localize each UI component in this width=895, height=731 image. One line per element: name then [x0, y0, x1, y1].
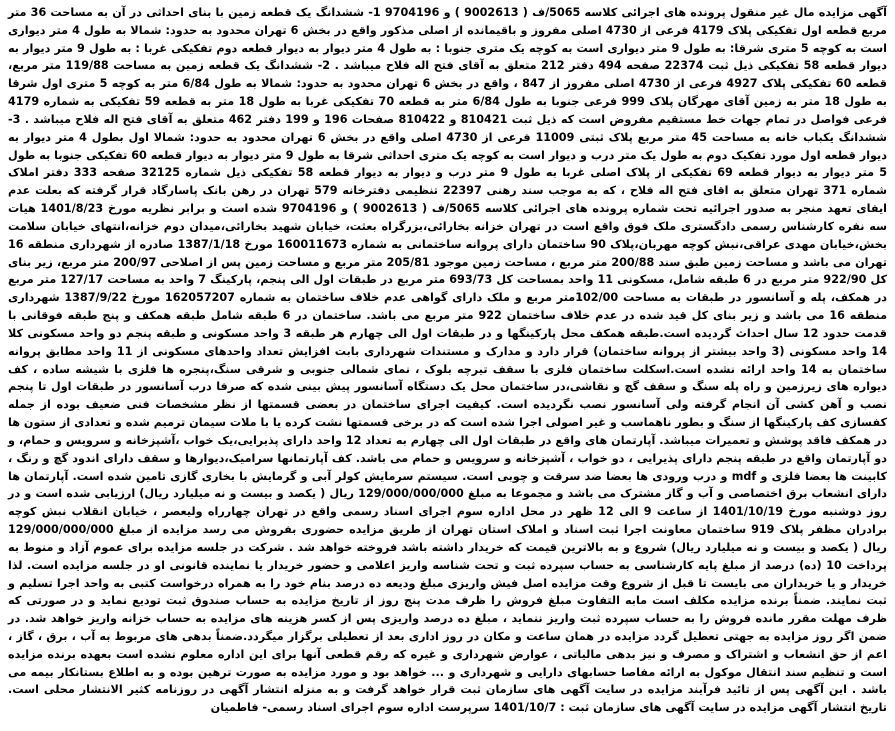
notice-text: آگهی مزایده مال غیر منقول پرونده های اجرائی کلاسه 5065/ف ( 9002613 ) و 9704196 1- ششدانگ یک قطعه زمین با بنای احداثی در آن به مساحت 36 متر مربع قطعه اول تفکیکی پلاک 4179 فرعی از 4730 اصلی مفروز و باقیمانده از اصلی مذکور واقع در بخش 6 تهران محدود به حدود: شمالا به طول 4 متر دیواری است به کوچه 5 متری شرقا: به طول 9 متر دیواری است به کوچه یک متری جنوبا : به طول 4 متر دیوار به دیوار قطعه دوم تفکیکی غربا : به طول 9 متر دیوار به دیوار قطعه 58 تفکیکی ذیل ثبت 22374 صفحه 494 دفتر 212 متعلق به آقای فتح اله فلاح میباشد . 2- ششدانگ یک قطعه زمین به مساحت 119/88 متر مربع، قطعه 60 تفکیکی پلاک 4927 فرعی از 4730 اصلی مفروز از 847 ، واقع در بخش 6 تهران محدود به حدود: شمالا به طول 6/84 متر به کوچه 5 متری اول شرقا به طول 18 متر به زمین آقای مهرگان پلاک 999 فرعی جنوبا به طول 6/84 متر به قطعه 70 تفکیکی غربا به طول 18 متر به قطعه 59 تفکیکی به شماره 4179 فرعی فواصل در تمام جهات خط مستقیم مفروض است که ذیل ثبت 810421 و 810422 صفحات 196 و 199 دفتر 462 متعلق به آقای فتح اله فلاح میباشد . 3- ششدانگ یکباب خانه به مساحت 45 متر مربع پلاک ثبتی 11009 فرعی از 4730 اصلی واقع در بخش 6 تهران محدود به حدود: شمالا اول بطول 4 متر دیوار به دیوار قطعه اول مورد تفکیک دوم به طول یک متر درب و دیوار است به کوچه یک متری احداثی شرقا به طول 9 متر دیوار به دیوار قطعه 60 تفکیکی جنوبا به طول 5 متر دیوار به دیوار قطعه 69 تفکیکی از پلاک اصلی غربا به طول 9 متر درب و دیوار به دیوار قطعه 58 تفکیکی ذیل شماره 32125 صفحه 333 دفتر املاک شماره 371 تهران متعلق به اقای فتح اله فلاح ، که به موجب سند رهنی 22397 تنظیمی دفترخانه 579 تهران در رهن بانک پاسارگاد قرار گرفته که بعلت عدم ایفای تعهد منجر به صدور اجرائیه تحت شماره پرونده های اجرائی کلاسه 5065/ف ( 9002613 ) و 9704196 شده است و برابر نظریه مورخ 1401/8/23 هیات سه نفره کارشناس رسمی دادگستری ملک فوق واقع است در تهران خزانه بخارائی،بزرگراه بعثت، خیابان شهید بخارائی،میدان دوم خزانه،انتهای خیابان سلامت بخش،خیابان مهدی عراقی،نبش کوچه مهربان،پلاک 90 ساختمان دارای پروانه ساختمانی به شماره 160011673 مورخ 1387/1/18 صادره از شهرداری منطقه 16 تهران می باشد و مساحت زمین طبق سند 200/88 متر مربع ، مساحت زمین موجود 205/81 متر مربع و مساحت زمین پس از اصلاحی 200/97 متر مربع، زیر بنای کل 922/90 متر مربع در 6 طبقه شامل، مسکونی 11 واحد بمساحت کل 693/73 متر مربع در طبقات اول الی پنجم، پارکینگ 7 واحد به مساحت 127/17 متر مربع در همکف، پله و آسانسور در طبقات به مساحت 102/00متر مربع و ملک دارای گواهی عدم خلاف ساختمان به شماره 162057207 مورخ 1387/9/22 شهرداری منطقه 16 می باشد و زیر بنای کل قید شده در عدم خلاف ساختمان 922 متر مربع می باشد. ساختمان در 6 طبقه شامل طبقه همکف و پنج طبقه فوقانی با قدمت حدود 12 سال احداث گردیده است.طبقه همکف محل پارکینگها و در طبقات اول الی چهارم هر طبقه 3 واحد مسکونی و طبقه پنجم دو واحد مسکونی کلا 14 واحد مسکونی (3 واحد بیشتر از پروانه ساختمان) قرار دارد و مدارک و مستندات شهرداری بابت افزایش تعداد واحدهای مسکونی از 11 واحد مطابق پروانه ساختمان به 14 واحد ارائه نشده است.اسکلت ساختمان فلزی با سقف تیرچه بلوک ، نمای شمالی جنوبی و شرقی سنگ،پنجره ها فلزی با شیشه ساده ، کف دیواره های زیرزمین و راه پله سنگ و سقف گچ و نقاشی،در ساختمان محل یک دستگاه آسانسور پیش بینی شده که صرفا درب آسانسور در طبقات اول تا پنجم نصب و آهن کشی آن انجام گرفته ولی آسانسور نصب نگردیده است. کیفیت اجرای ساختمان در بعضی قسمتها از نظر مشخصات فنی ضعیف بوده از جمله کفسازی کف پارکینگها از سنگ و بطور ناهماسب و غیر اصولی اجرا شده است که در برخی قسمتها نشت کرده یا با ملات سیمان ترمیم شده و تعدادی از ستون ها در همکف فاقد پوشش و تعمیرات میباشد. آپارتمان های واقع در طبقات اول الی چهارم به تعداد 12 واحد دارای پذیرایی،یک خواب ،آشپزخانه و سرویس و حمام، و دو آپارتمان واقع در طبقه پنجم دارای پذیرایی ، دو خواب ، آشپزخانه و سرویس و حمام می باشد. کف آپارتمانها سرامیک،دیوارها و سقف دارای اندود گچ و رنگ ، کابینت ها بعضا فلزی و mdf و درب ورودی ها بعضا ضد سرقت و چوبی است. سیستم سرمایش کولر آبی و گرمایش با بخاری گازی تامین شده است. آپارتمان ها دارای انشعاب برق اختصاصی و آب و گاز مشترک می باشد و مجموعا به مبلغ 129/000/000/000 ریال ( یکصد و بیست و نه میلیارد ریال) ارزیابی شده است و در روز دوشنبه مورخ 1401/10/19 از ساعت 9 الی 12 ظهر در محل اداره سوم اجرای اسناد رسمی واقع در تهران چهارراه ولیعصر ، خیابان انقلاب نبش کوچه برادران مظفر پلاک 919 ساختمان معاونت اجرا ثبت اسناد و املاک استان تهران از طریق مزایده حضوری بفروش می رسد مزایده از مبلغ 129/000/000/000 ریال ( یکصد و بیست و نه میلیارد ریال) شروع و به بالاترین قیمت که خریدار داشته باشد فروخته خواهد شد . شرکت در جلسه مزایده برای عموم آزاد و منوط به پرداخت 10 (ده) درصد از مبلغ پایه کارشناسی به حساب سپرده ثبت و تحت شناسه واریز اعلامی و حضور خریدار یا نماینده قانونی او در جلسه مزایده است. لذا خریدار و یا خریداران می بایست تا قبل از شروع وقت مزایده اصل فیش واریزی مبلغ ودیعه ده درصد بنام خود را به همراه درخواست کتبی به واحد اجرا تسلیم و ثبت نمایند. ضمناً برنده مزایده مکلف است مابه التفاوت مبلغ فروش را ظرف مدت پنج روز از تاریخ مزایده به حساب صندوق ثبت تودیع نماید و در صورتی که ظرف مهلت مقرر مانده فروش را به حساب سپرده ثبت واریز ننماید ، مبلغ ده درصد واریزی پس از کسر هزینه های مزایده به حساب خزانه واریز خواهد شد. در ضمن اگر روز مزایده به جهتی تعطیل گردد مزایده در همان ساعت و مکان در روز اداری بعد از تعطیلی برگزار میگردد.ضمناً بدهی های مربوط به آب ، برق ، گاز ، اعم از حق انشعاب و اشتراک و مصرف و نیز بدهی مالیاتی ، عوارض شهرداری و غیره که رقم قطعی آنها برای این اداره معلوم نشده است بعهده برنده مزایده است و تنظیم سند انتقال موکول به ارائه مفاصا حسابهای دارایی و شهرداری و ... خواهد بود و مورد مزایده به صورت ترهین بوده و به اطلاع بستانکار بیمه می باشد . این آگهی پس از تائید فرآیند مزایده در سایت آگهی های سازمان ثبت قرار خواهد گرفت و به منزله انتشار آگهی در روزنامه کثیر الانتشار محلی است. تاریخ انتشار آگهی مزایده در سایت آگهی های سازمان ثبت : 1401/10/7 سرپرست اداره سوم اجرای اسناد رسمی- فاطمیان: [4, 6, 888, 715]
